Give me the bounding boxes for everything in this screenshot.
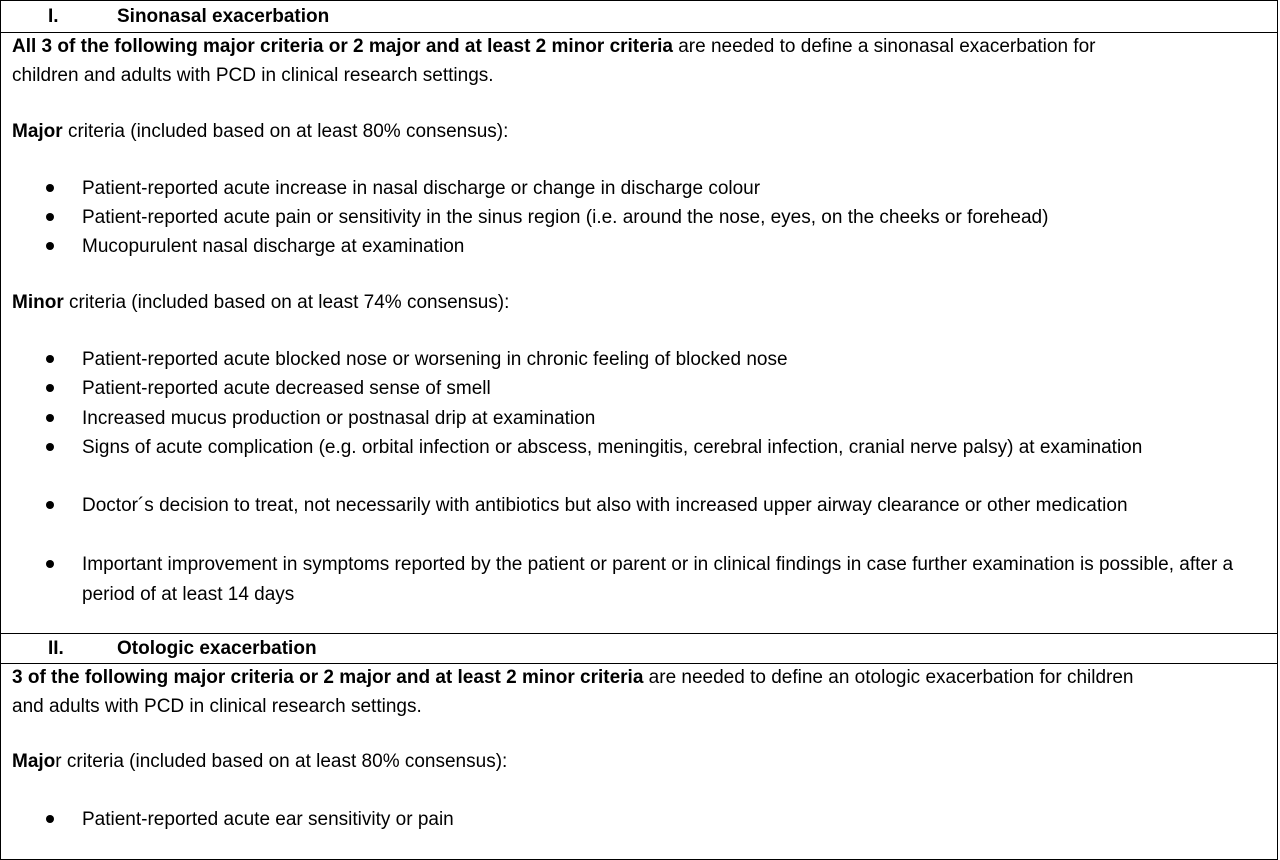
list-item-text: Patient-reported acute increase in nasal discharge or change in discharge colour — [82, 178, 761, 199]
bullet-icon — [46, 374, 58, 402]
list-item-text: Patient-reported acute ear sensitivity or pain — [82, 809, 454, 830]
intro-text: are needed to define an otologic exacerbation for children — [643, 667, 1134, 688]
section-header-sinonasal — [1, 2, 1277, 32]
list-item-text: Doctor´s decision to treat, not necessarily with antibiotics but also with increased upper airway clearance or other medication — [82, 495, 1128, 516]
intro-line — [12, 33, 1095, 61]
bullet-icon — [46, 805, 58, 833]
bullet-icon — [46, 345, 58, 373]
intro-line: children and adults with PCD in clinical research settings. — [12, 65, 494, 86]
major-criteria-heading — [12, 748, 507, 776]
intro-bold-text: All 3 of the following major criteria or 2 major and at least 2 minor criteria — [12, 36, 673, 57]
intro-line — [12, 664, 1134, 692]
bullet-icon — [46, 203, 58, 231]
heading-bold-text: Minor — [12, 292, 64, 313]
list-item-text: Patient-reported acute blocked nose or worsening in chronic feeling of blocked nose — [82, 349, 788, 370]
list-item-text: Patient-reported acute pain or sensitivity in the sinus region (i.e. around the nose, eyes, on the cheeks or forehead) — [82, 207, 1049, 228]
heading-text: r criteria (included based on at least 80% consensus): — [55, 751, 508, 772]
heading-text: criteria (included based on at least 74% consensus): — [63, 292, 510, 313]
section-numeral: I. — [48, 6, 59, 27]
intro-text: are needed to define a sinonasal exacerbation for — [672, 36, 1096, 57]
bullet-icon — [46, 550, 58, 578]
intro-bold-text: 3 of the following major criteria or 2 major and at least 2 minor criteria — [12, 667, 644, 688]
list-item-text: Patient-reported acute decreased sense of smell — [82, 378, 491, 399]
heading-bold-text: Majo — [12, 751, 56, 772]
bullet-icon — [46, 232, 58, 260]
list-item-text: Mucopurulent nasal discharge at examination — [82, 236, 465, 257]
bullet-icon — [46, 174, 58, 202]
heading-bold-text: Major — [12, 121, 63, 142]
section-numeral: II. — [48, 638, 64, 659]
list-item-text: Signs of acute complication (e.g. orbital infection or abscess, meningitis, cerebral infection, cranial nerve palsy) at examination — [82, 437, 1143, 458]
major-criteria-heading — [12, 118, 508, 146]
intro-line: and adults with PCD in clinical research settings. — [12, 696, 422, 717]
list-item-text: Increased mucus production or postnasal drip at examination — [82, 408, 596, 429]
heading-text: criteria (included based on at least 80% consensus): — [62, 121, 509, 142]
bullet-icon — [46, 404, 58, 432]
section-title: Otologic exacerbation — [117, 638, 317, 659]
list-item-text: Important improvement in symptoms reported by the patient or parent or in clinical findings in case further examination is possible, after a period of at least 14 days — [82, 554, 1234, 605]
minor-criteria-heading — [12, 289, 509, 317]
section-header-otologic — [1, 634, 1277, 664]
section-title: Sinonasal exacerbation — [117, 6, 330, 27]
bullet-icon — [46, 433, 58, 461]
bullet-icon — [46, 491, 58, 519]
